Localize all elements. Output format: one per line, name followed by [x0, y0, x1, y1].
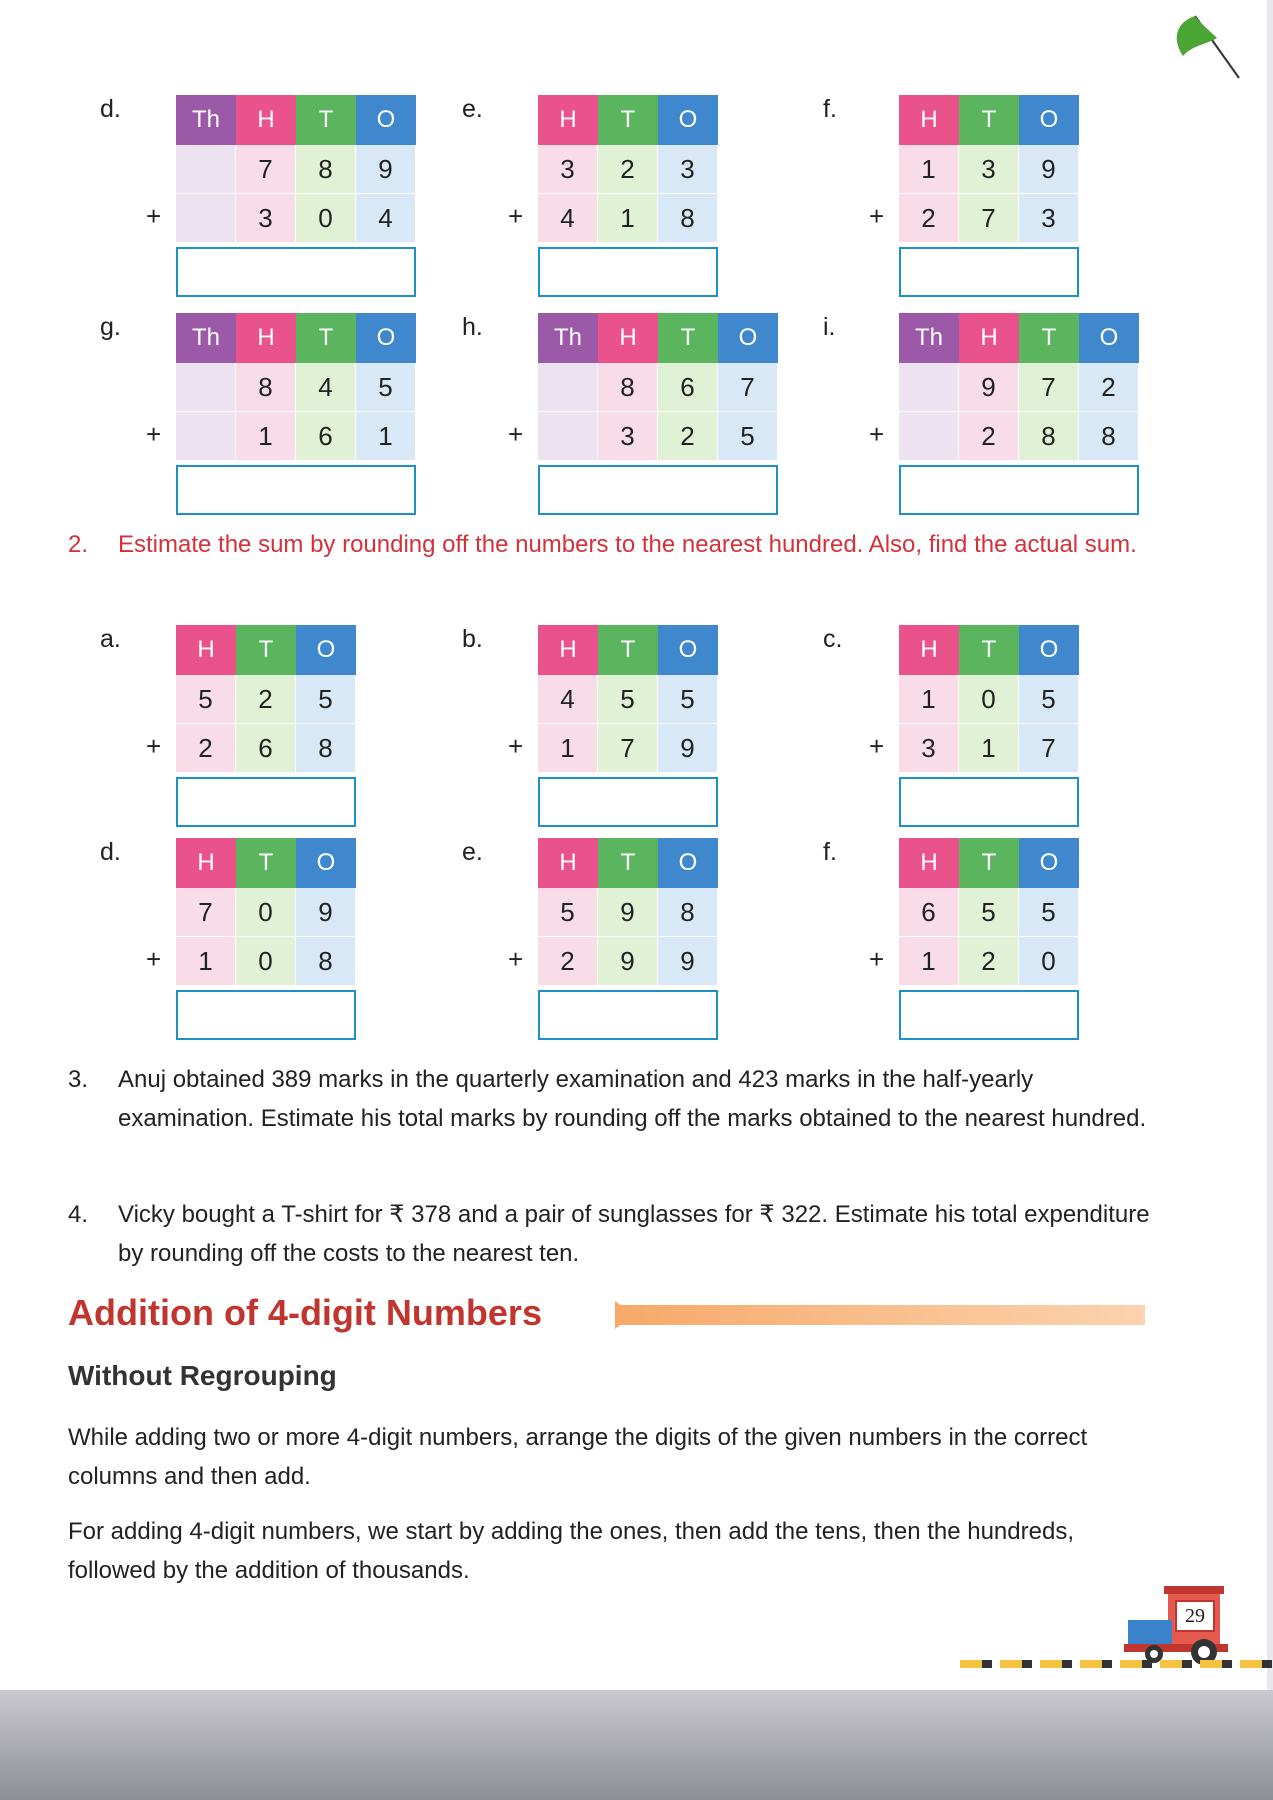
digit-cell: 5: [1019, 888, 1079, 937]
digit-cell: 1: [899, 675, 959, 724]
digit-cell: 1: [538, 724, 598, 773]
problem-label: i.: [823, 313, 836, 341]
digit-cell: 1: [899, 937, 959, 986]
answer-box[interactable]: [899, 990, 1079, 1040]
plus-sign: +: [146, 944, 162, 974]
digit-cell: 8: [236, 363, 296, 412]
digit-cell: 4: [538, 675, 598, 724]
digit-cell: 7: [176, 888, 236, 937]
digit-cell: 2: [959, 937, 1019, 986]
answer-box[interactable]: [899, 777, 1079, 827]
digit-cell: 2: [959, 412, 1019, 461]
problem-label: g.: [100, 313, 121, 341]
column-header: H: [598, 313, 658, 363]
column-header: O: [356, 313, 416, 363]
column-header: T: [959, 838, 1019, 888]
digit-cell: 3: [899, 724, 959, 773]
digit-cell: 2: [899, 194, 959, 243]
plus-sign: +: [508, 201, 524, 231]
digit-cell: 8: [296, 724, 356, 773]
digit-cell: 8: [598, 363, 658, 412]
answer-box[interactable]: [176, 247, 416, 297]
column-header: H: [538, 95, 598, 145]
digit-cell: 5: [658, 675, 718, 724]
rail-track-decoration: [960, 1660, 1273, 1668]
digit-cell: 0: [236, 937, 296, 986]
digit-cell: 2: [1079, 363, 1139, 412]
digit-cell: [538, 363, 598, 412]
digit-cell: 7: [718, 363, 778, 412]
column-header: O: [356, 95, 416, 145]
column-header: T: [236, 625, 296, 675]
answer-box[interactable]: [899, 465, 1139, 515]
digit-cell: 5: [1019, 675, 1079, 724]
paragraph-adding-order: For adding 4-digit numbers, we start by adding the ones, then add the tens, then the hundreds, followed by the addition of thousands.: [68, 1518, 1074, 1584]
column-header: T: [296, 95, 356, 145]
column-header: O: [658, 838, 718, 888]
problem-label: d.: [100, 95, 121, 123]
digit-cell: 8: [658, 888, 718, 937]
column-header: T: [236, 838, 296, 888]
digit-cell: 9: [598, 937, 658, 986]
digit-cell: 4: [538, 194, 598, 243]
digit-cell: 0: [1019, 937, 1079, 986]
column-header: H: [899, 95, 959, 145]
digit-cell: 7: [1019, 724, 1079, 773]
answer-box[interactable]: [538, 990, 718, 1040]
problem-label: f.: [823, 838, 837, 866]
digit-cell: 8: [658, 194, 718, 243]
column-header: O: [658, 95, 718, 145]
column-header: T: [296, 313, 356, 363]
plus-sign: +: [146, 731, 162, 761]
digit-cell: 2: [598, 145, 658, 194]
column-header: Th: [538, 313, 598, 363]
problem-label: e.: [462, 838, 483, 866]
digit-cell: 2: [236, 675, 296, 724]
plus-sign: +: [869, 201, 885, 231]
problem-label: h.: [462, 313, 483, 341]
digit-cell: [899, 412, 959, 461]
title-decoration-bar: [615, 1305, 1145, 1325]
column-header: Th: [176, 313, 236, 363]
column-header: H: [236, 313, 296, 363]
digit-cell: [176, 363, 236, 412]
digit-cell: [176, 412, 236, 461]
digit-cell: 3: [1019, 194, 1079, 243]
sub-title: Without Regrouping: [68, 1360, 337, 1391]
digit-cell: 9: [356, 145, 416, 194]
digit-cell: 5: [598, 675, 658, 724]
column-header: T: [598, 625, 658, 675]
digit-cell: 4: [356, 194, 416, 243]
paragraph-arrange-digits: While adding two or more 4-digit numbers, arrange the digits of the given numbers in the correct columns and then add.: [68, 1424, 1088, 1490]
digit-cell: 8: [296, 937, 356, 986]
column-header: H: [236, 95, 296, 145]
plus-sign: +: [869, 731, 885, 761]
column-header: O: [1019, 95, 1079, 145]
column-header: O: [658, 625, 718, 675]
column-header: H: [899, 838, 959, 888]
digit-cell: 9: [959, 363, 1019, 412]
digit-cell: 9: [658, 724, 718, 773]
column-header: H: [176, 625, 236, 675]
question-2: [68, 525, 1168, 564]
digit-cell: 8: [1079, 412, 1139, 461]
digit-cell: 1: [959, 724, 1019, 773]
column-header: T: [658, 313, 718, 363]
digit-cell: 0: [959, 675, 1019, 724]
column-header: H: [538, 838, 598, 888]
column-header: O: [1019, 625, 1079, 675]
question-4: [68, 1195, 1168, 1273]
digit-cell: 4: [296, 363, 356, 412]
column-header: H: [176, 838, 236, 888]
digit-cell: [176, 194, 236, 243]
digit-cell: 3: [598, 412, 658, 461]
digit-cell: 9: [296, 888, 356, 937]
digit-cell: 2: [658, 412, 718, 461]
digit-cell: 1: [356, 412, 416, 461]
digit-cell: 8: [296, 145, 356, 194]
question-number: 4.: [68, 1201, 89, 1228]
digit-cell: [176, 145, 236, 194]
answer-box[interactable]: [176, 777, 356, 827]
question-text: Anuj obtained 389 marks in the quarterly examination and 423 marks in the half-yearly examination. Estimate his total marks by rounding off the marks obtained to the nearest hundred.: [118, 1066, 1147, 1132]
answer-box[interactable]: [176, 990, 356, 1040]
digit-cell: 1: [176, 937, 236, 986]
plus-sign: +: [508, 731, 524, 761]
column-header: T: [959, 625, 1019, 675]
section-title: Addition of 4-digit Numbers: [68, 1292, 542, 1333]
column-header: H: [959, 313, 1019, 363]
answer-box[interactable]: [176, 465, 416, 515]
digit-cell: 3: [236, 194, 296, 243]
problem-label: c.: [823, 625, 843, 653]
column-header: H: [899, 625, 959, 675]
question-text: Estimate the sum by rounding off the numbers to the nearest hundred. Also, find the actual sum.: [118, 531, 1137, 558]
digit-cell: 9: [1019, 145, 1079, 194]
problem-label: b.: [462, 625, 483, 653]
column-header: Th: [176, 95, 236, 145]
digit-cell: 0: [236, 888, 296, 937]
digit-cell: 5: [959, 888, 1019, 937]
answer-box[interactable]: [899, 247, 1079, 297]
digit-cell: 7: [1019, 363, 1079, 412]
plus-sign: +: [869, 944, 885, 974]
digit-cell: 9: [598, 888, 658, 937]
digit-cell: 7: [598, 724, 658, 773]
column-header: O: [1019, 838, 1079, 888]
digit-cell: 3: [538, 145, 598, 194]
scan-shadow: [0, 1690, 1273, 1800]
column-header: T: [959, 95, 1019, 145]
digit-cell: [538, 412, 598, 461]
column-header: T: [1019, 313, 1079, 363]
flag-icon: [1165, 8, 1245, 88]
plus-sign: +: [146, 419, 162, 449]
problem-label: d.: [100, 838, 121, 866]
problem-label: a.: [100, 625, 121, 653]
digit-cell: 6: [658, 363, 718, 412]
digit-cell: 5: [356, 363, 416, 412]
answer-box[interactable]: [538, 247, 718, 297]
digit-cell: 5: [538, 888, 598, 937]
digit-cell: 0: [296, 194, 356, 243]
question-number: 3.: [68, 1066, 89, 1093]
plus-sign: +: [508, 944, 524, 974]
digit-cell: 1: [236, 412, 296, 461]
digit-cell: 6: [236, 724, 296, 773]
column-header: O: [296, 625, 356, 675]
digit-cell: 5: [176, 675, 236, 724]
problem-label: e.: [462, 95, 483, 123]
digit-cell: 5: [718, 412, 778, 461]
digit-cell: 7: [236, 145, 296, 194]
column-header: O: [1079, 313, 1139, 363]
question-number: 2.: [68, 531, 89, 558]
column-header: T: [598, 95, 658, 145]
digit-cell: 8: [1019, 412, 1079, 461]
plus-sign: +: [869, 419, 885, 449]
question-text: Vicky bought a T-shirt for ₹ 378 and a pair of sunglasses for ₹ 322. Estimate his total expenditure by rounding off the costs to the nearest ten.: [118, 1201, 1150, 1267]
plus-sign: +: [146, 201, 162, 231]
digit-cell: 3: [959, 145, 1019, 194]
digit-cell: 2: [538, 937, 598, 986]
digit-cell: 6: [899, 888, 959, 937]
column-header: O: [718, 313, 778, 363]
column-header: O: [296, 838, 356, 888]
plus-sign: +: [508, 419, 524, 449]
digit-cell: 7: [959, 194, 1019, 243]
digit-cell: 3: [658, 145, 718, 194]
digit-cell: 1: [598, 194, 658, 243]
column-header: H: [538, 625, 598, 675]
digit-cell: 9: [658, 937, 718, 986]
answer-box[interactable]: [538, 777, 718, 827]
column-header: Th: [899, 313, 959, 363]
digit-cell: 6: [296, 412, 356, 461]
answer-box[interactable]: [538, 465, 778, 515]
digit-cell: 2: [176, 724, 236, 773]
digit-cell: 5: [296, 675, 356, 724]
problem-label: f.: [823, 95, 837, 123]
question-3: [68, 1060, 1168, 1138]
column-header: T: [598, 838, 658, 888]
page-number: 29: [1175, 1600, 1215, 1632]
digit-cell: [899, 363, 959, 412]
digit-cell: 1: [899, 145, 959, 194]
